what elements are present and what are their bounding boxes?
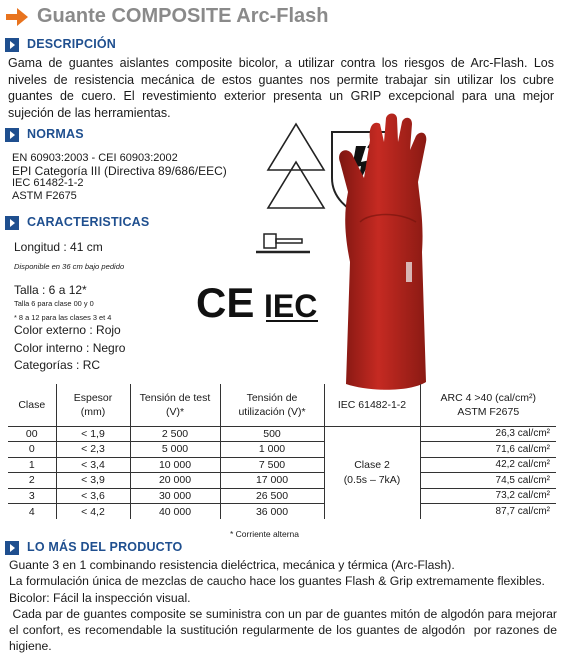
cell-arc: 87,7 cal/cm²	[420, 504, 556, 520]
section-normas	[5, 127, 205, 143]
cell-clase: 0	[8, 442, 56, 458]
cell-test: 20 000	[130, 473, 220, 489]
cell-espesor: < 3,4	[56, 457, 130, 473]
cell-util: 26 500	[220, 488, 324, 504]
cell-util: 36 000	[220, 504, 324, 520]
iec-logo-icon	[262, 283, 322, 325]
talla: Talla : 6 a 12*	[14, 283, 87, 297]
color-externo: Color externo : Rojo	[14, 323, 121, 337]
col-header-tension-test: Tensión de test (V)*	[130, 384, 220, 426]
cell-arc: 26,3 cal/cm²	[420, 426, 556, 442]
cell-clase: 2	[8, 473, 56, 489]
normas-list	[12, 152, 227, 202]
section-bullet-icon	[5, 128, 19, 142]
color-interno: Color interno : Negro	[14, 341, 126, 355]
mechanical-hazard-hammer-icon	[254, 228, 312, 258]
col-header-clase: Clase	[18, 398, 46, 411]
table-row	[8, 504, 556, 520]
cell-clase: 3	[8, 488, 56, 504]
cell-arc: 74,5 cal/cm²	[420, 473, 556, 489]
cell-arc: 73,2 cal/cm²	[420, 488, 556, 504]
svg-text:CE: CE	[196, 282, 255, 322]
highlight-item: Guante 3 en 1 combinando resistencia dieléctrica, mecánica y térmica (Arc-Flash).	[9, 558, 455, 572]
section-descripcion-label: DESCRIPCIÓN	[27, 37, 117, 51]
section-caracteristicas-label: CARACTERISTICAS	[27, 215, 150, 229]
col-header-tension-util: Tensión de utilización (V)*	[220, 384, 324, 426]
title-arrow-icon	[4, 6, 30, 28]
section-descripcion	[5, 37, 205, 53]
section-producto	[5, 540, 255, 556]
cell-espesor: < 4,2	[56, 504, 130, 520]
cell-clase: 4	[8, 504, 56, 520]
table-row	[8, 457, 556, 473]
cell-clase: 1	[8, 457, 56, 473]
cell-util: 17 000	[220, 473, 324, 489]
table-row	[8, 426, 556, 442]
cell-test: 5 000	[130, 442, 220, 458]
cell-arc: 42,2 cal/cm²	[420, 457, 556, 473]
cell-test: 2 500	[130, 426, 220, 442]
col-header-arc: ARC 4 >40 (cal/cm²) ASTM F2675	[420, 384, 556, 426]
page-title: Guante COMPOSITE Arc-Flash	[37, 5, 329, 27]
highlight-item: La formulación única de mezclas de caucho hace los guantes Flash & Grip extremamente flexibles.	[9, 574, 545, 589]
section-normas-label: NORMAS	[27, 127, 84, 141]
norma-item: EN 60903:2003 - CEI 60903:2002	[12, 152, 178, 164]
cell-espesor: < 1,9	[56, 426, 130, 442]
svg-text:IEC: IEC	[264, 288, 318, 324]
cell-espesor: < 3,9	[56, 473, 130, 489]
table-row	[8, 488, 556, 504]
categorias: Categorías : RC	[14, 358, 101, 372]
cell-util: 500	[220, 426, 324, 442]
cell-util: 1 000	[220, 442, 324, 458]
section-producto-label: LO MÁS DEL PRODUCTO	[27, 540, 183, 554]
description-text: Gama de guantes aislantes composite bicolor, a utilizar contra los riesgos de Arc-Flash. Los niveles de resistencia mecánica de estos guantes nos permite trabajar sin utilizar los cubre guantes de cuero. El revestimiento exterior presenta un GRIP excepcional para una mejor sujeción de las herramientas.	[8, 56, 554, 120]
table-row	[8, 473, 556, 489]
longitud: Longitud : 41 cm	[14, 240, 103, 254]
table-footnote: * Corriente alterna	[230, 529, 299, 539]
col-header-espesor: Espesor (mm)	[56, 384, 130, 426]
talla-note-2: * 8 a 12 para las clases 3 et 4	[14, 313, 112, 322]
cell-test: 30 000	[130, 488, 220, 504]
col-header-iec: IEC 61482-1-2	[324, 384, 420, 426]
cell-espesor: < 2,3	[56, 442, 130, 458]
section-bullet-icon	[5, 38, 19, 52]
cell-arc: 71,6 cal/cm²	[420, 442, 556, 458]
table-header-row	[8, 384, 556, 426]
glove-product-image	[330, 112, 450, 394]
norma-item: IEC 61482-1-2	[12, 177, 84, 190]
highlight-item: Bicolor: Fácil la inspección visual.	[9, 590, 191, 605]
section-caracteristicas	[5, 215, 205, 231]
cell-clase: 00	[8, 426, 56, 442]
norma-item: EPI Categoría III (Directiva 89/686/EEC)	[12, 163, 227, 178]
longitud-note: Disponible en 36 cm bajo pedido	[14, 262, 125, 271]
electrical-hazard-triangle-icon	[264, 120, 328, 213]
table-row	[8, 442, 556, 458]
cell-espesor: < 3,6	[56, 488, 130, 504]
cell-iec-clase: Clase 2 (0.5s – 7kA)	[324, 426, 420, 519]
cell-test: 40 000	[130, 504, 220, 520]
cell-util: 7 500	[220, 457, 324, 473]
section-bullet-icon	[5, 216, 19, 230]
norma-item: ASTM F2675	[12, 189, 77, 202]
cell-test: 10 000	[130, 457, 220, 473]
specifications-table	[8, 384, 556, 519]
section-bullet-icon	[5, 541, 19, 555]
highlight-item: Cada par de guantes composite se suministra con un par de guantes mitón de algodón para mejorar el confort, es recomendable la sustitución regularmente de los guantes de algodón por razones de higiene.	[9, 606, 561, 654]
ce-mark-icon	[196, 282, 260, 322]
talla-note-1: Talla 6 para clase 00 y 0	[14, 299, 94, 308]
product-highlights	[9, 557, 561, 655]
